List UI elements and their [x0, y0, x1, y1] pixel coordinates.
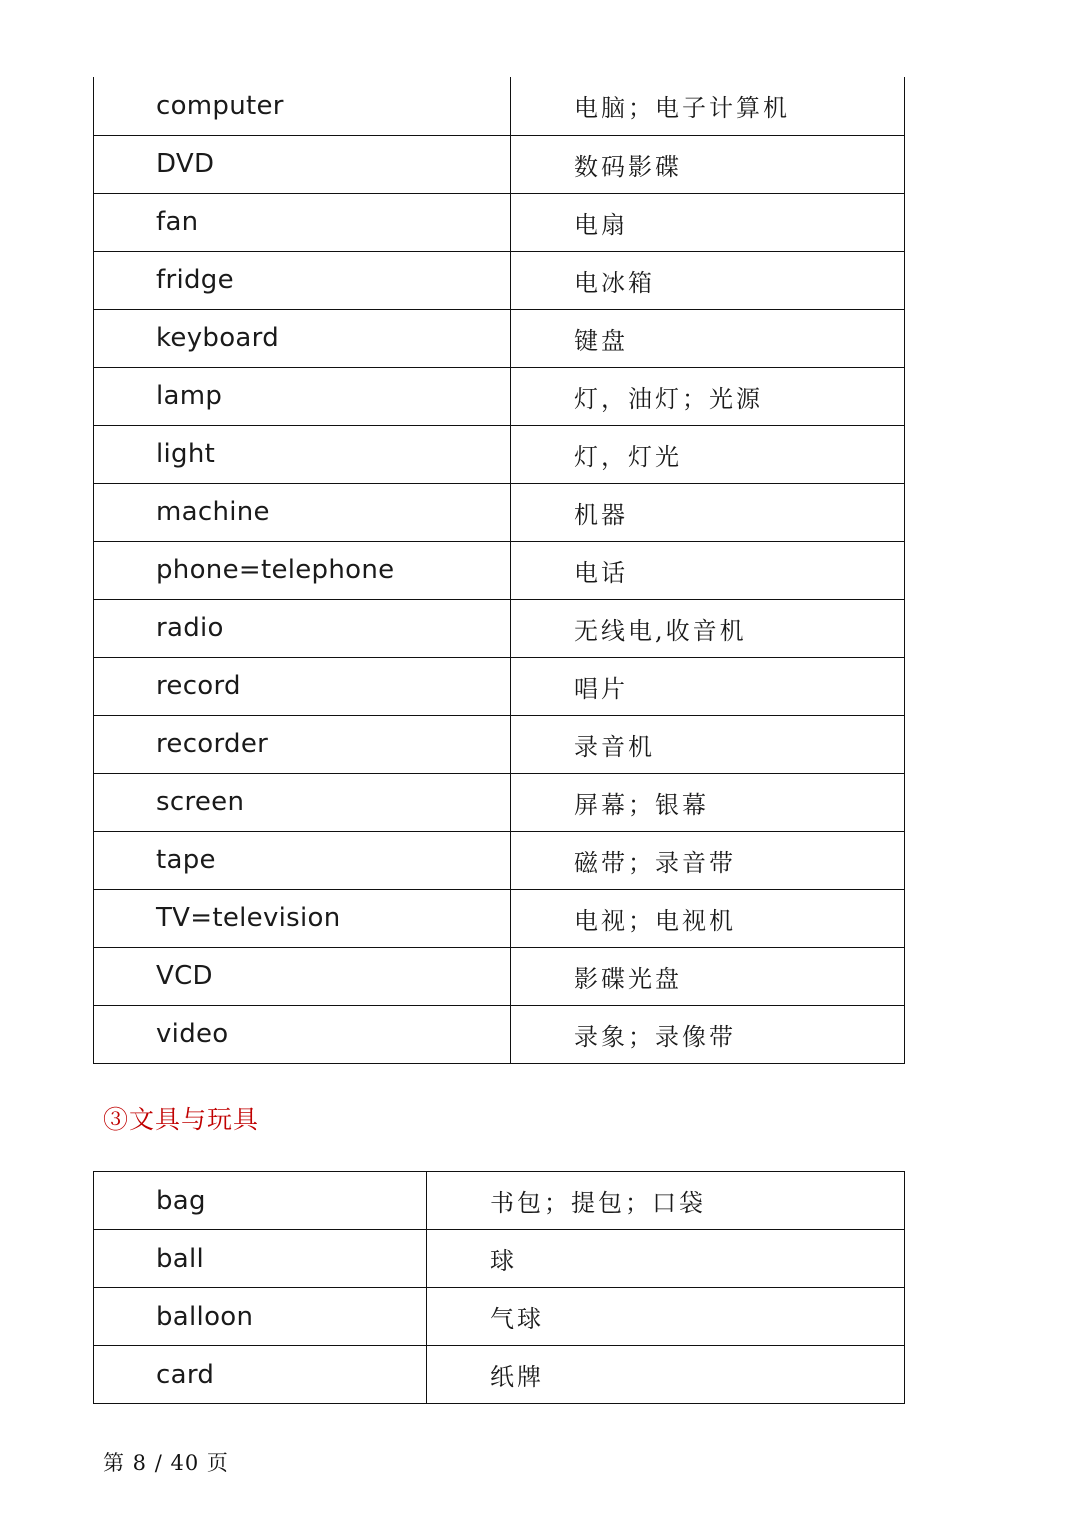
- chinese-meaning: 数码影碟: [511, 135, 905, 193]
- page-number: 第 8 / 40 页: [103, 1451, 229, 1475]
- chinese-meaning: 录象；录像带: [511, 1005, 905, 1063]
- english-word: fan: [94, 193, 511, 251]
- table-row: [94, 193, 905, 251]
- table-row: [94, 1288, 905, 1346]
- chinese-meaning: 屏幕；银幕: [511, 773, 905, 831]
- english-word: tape: [94, 831, 511, 889]
- english-word: balloon: [94, 1288, 427, 1346]
- table-row: [94, 77, 905, 135]
- table-row: [94, 831, 905, 889]
- english-word: TV=television: [94, 889, 511, 947]
- table-row: [94, 425, 905, 483]
- table-row: [94, 1230, 905, 1288]
- chinese-meaning: 灯，油灯；光源: [511, 367, 905, 425]
- english-word: record: [94, 657, 511, 715]
- table-row: [94, 773, 905, 831]
- english-word: card: [94, 1346, 427, 1404]
- table-row: [94, 309, 905, 367]
- english-word: computer: [94, 77, 511, 135]
- chinese-meaning: 电脑；电子计算机: [511, 77, 905, 135]
- chinese-meaning: 磁带；录音带: [511, 831, 905, 889]
- vocab-table-stationery: [93, 1171, 905, 1404]
- table-row: [94, 715, 905, 773]
- chinese-meaning: 影碟光盘: [511, 947, 905, 1005]
- english-word: recorder: [94, 715, 511, 773]
- english-word: phone=telephone: [94, 541, 511, 599]
- english-word: video: [94, 1005, 511, 1063]
- table-row: [94, 135, 905, 193]
- english-word: bag: [94, 1172, 427, 1230]
- english-word: lamp: [94, 367, 511, 425]
- english-word: machine: [94, 483, 511, 541]
- table-row: [94, 657, 905, 715]
- english-word: VCD: [94, 947, 511, 1005]
- chinese-meaning: 录音机: [511, 715, 905, 773]
- chinese-meaning: 纸牌: [427, 1346, 905, 1404]
- english-word: DVD: [94, 135, 511, 193]
- chinese-meaning: 电话: [511, 541, 905, 599]
- table-row: [94, 889, 905, 947]
- english-word: keyboard: [94, 309, 511, 367]
- table-row: [94, 251, 905, 309]
- vocab-table-electronics: [93, 77, 905, 1064]
- chinese-meaning: 无线电,收音机: [511, 599, 905, 657]
- english-word: screen: [94, 773, 511, 831]
- english-word: radio: [94, 599, 511, 657]
- table-row: [94, 541, 905, 599]
- english-word: light: [94, 425, 511, 483]
- english-word: ball: [94, 1230, 427, 1288]
- table-row: [94, 1005, 905, 1063]
- table-row: [94, 599, 905, 657]
- chinese-meaning: 气球: [427, 1288, 905, 1346]
- section-heading: ③文具与玩具: [103, 1105, 260, 1134]
- chinese-meaning: 书包；提包；口袋: [427, 1172, 905, 1230]
- table-row: [94, 947, 905, 1005]
- chinese-meaning: 球: [427, 1230, 905, 1288]
- chinese-meaning: 电冰箱: [511, 251, 905, 309]
- chinese-meaning: 电扇: [511, 193, 905, 251]
- chinese-meaning: 键盘: [511, 309, 905, 367]
- chinese-meaning: 灯，灯光: [511, 425, 905, 483]
- table-row: [94, 367, 905, 425]
- table-row: [94, 1172, 905, 1230]
- chinese-meaning: 电视；电视机: [511, 889, 905, 947]
- chinese-meaning: 机器: [511, 483, 905, 541]
- table-row: [94, 483, 905, 541]
- table-row: [94, 1346, 905, 1404]
- chinese-meaning: 唱片: [511, 657, 905, 715]
- english-word: fridge: [94, 251, 511, 309]
